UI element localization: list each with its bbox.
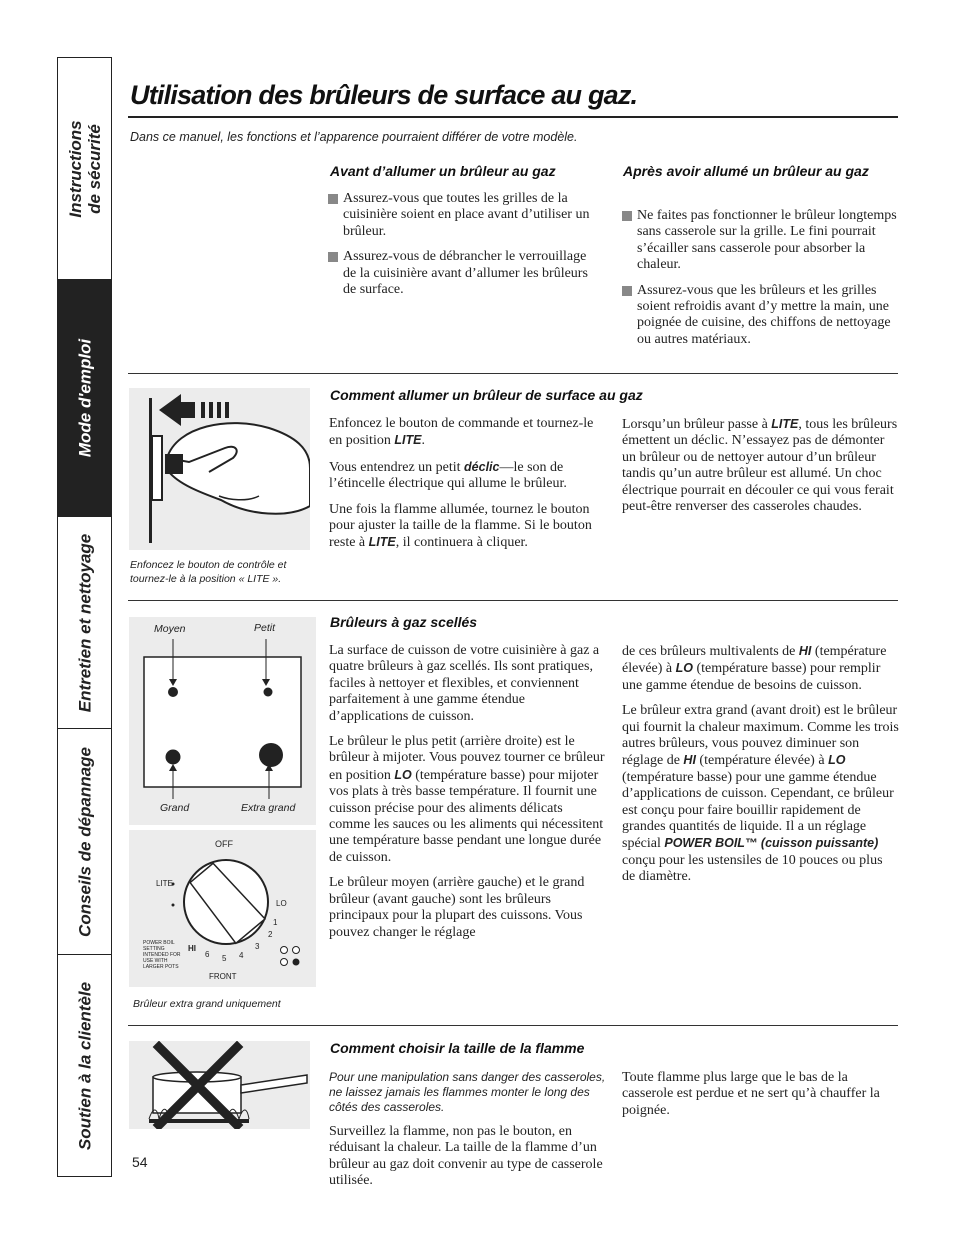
section-divider bbox=[128, 373, 898, 374]
paragraph: Surveillez la flamme, non pas le bouton, en réduisant la chaleur. La taille de la flamme d’un brûleur au gaz doit convenir au type de casserole utilisée. bbox=[329, 1124, 603, 1189]
knob-diagram bbox=[129, 830, 316, 987]
crossed-pot-icon bbox=[129, 1041, 310, 1129]
before-list bbox=[328, 191, 598, 307]
hand-knob-icon bbox=[129, 388, 310, 550]
knob-caption: Brûleur extra grand uniquement bbox=[133, 998, 281, 1010]
flame-col-left bbox=[329, 1070, 606, 1199]
label-petit: Petit bbox=[254, 622, 276, 634]
list-item: Assurez-vous que les brûleurs et les grilles soient refroidis avant d’y mettre la main, une poignée de cuisine, des chiffons de nettoyage ou autres matériaux. bbox=[622, 283, 897, 349]
bullet-square-icon bbox=[328, 194, 338, 204]
tab-label: Mode d'emploi bbox=[75, 338, 94, 458]
paragraph: Vous entendrez un petit déclic—le son de l’étincelle électrique qui allume le brûleur. bbox=[329, 459, 567, 492]
light-heading: Comment allumer un brûleur de surface au gaz bbox=[330, 387, 643, 403]
after-list bbox=[622, 208, 897, 357]
flame-col-right bbox=[622, 1070, 899, 1128]
intro-text: Dans ce manuel, les fonctions et l’apparence pourraient différer de votre modèle. bbox=[130, 130, 578, 144]
cooktop-diagram bbox=[129, 617, 316, 825]
paragraph: Le brûleur le plus petit (arrière droite) est le brûleur à mijoter. Vous pouvez tourner ce brûleur en position LO (température basse) pour mijoter vos plats à très basse température. Il fournit une cuisson précise pour des aliments délicats comme les sauces ou les aliments qui nécessitent une température basse pendant une longue durée de cuisson. bbox=[329, 734, 605, 865]
knob-num-4: 4 bbox=[239, 951, 244, 960]
section-divider bbox=[128, 1025, 898, 1026]
list-item: Assurez-vous que toutes les grilles de la cuisinière soient en place avant d’utiliser un brûleur. bbox=[328, 191, 598, 240]
paragraph: de ces brûleurs multivalents de HI (température élevée) à LO (température basse) pour remplir une gamme étendue de besoins de cuisson. bbox=[622, 644, 887, 693]
paragraph: Lorsqu’un brûleur passe à LITE, tous les brûleurs émettent un déclic. N’essayez pas de démonter un brûleur ou de nettoyer autour d’un brûleur tandis qu’un autre brûleur est allumé. Un choc électrique pourrait en découler ce qui vous ferait peut-être renverser des casseroles chaudes. bbox=[622, 417, 898, 515]
paragraph: Le brûleur moyen (arrière gauche) et le grand brûleur (avant gauche) sont les brûleurs principaux pour la plupart des cuissons. Vous pouvez changer le réglage bbox=[329, 875, 585, 940]
knob-power-note: POWER BOIL SETTING INTENDED FOR USE WITH LARGER POTS bbox=[143, 940, 181, 970]
knob-front-label: FRONT bbox=[209, 972, 237, 981]
knob-off-label: OFF bbox=[215, 839, 233, 849]
title-divider bbox=[128, 116, 898, 118]
list-item: Ne faites pas fonctionner le brûleur longtemps sans casserole sur la grille. Le fini pourrait s’écailler sans casserole pour absorber la chaleur. bbox=[622, 208, 897, 274]
flame-warning-illustration bbox=[129, 1041, 310, 1129]
knob-num-5: 5 bbox=[222, 954, 227, 963]
section-sidebar bbox=[57, 57, 112, 1177]
before-heading: Avant d’allumer un brûleur au gaz bbox=[330, 163, 556, 179]
knob-push-illustration bbox=[129, 388, 310, 550]
tab-label: Soutien à la clientèle bbox=[75, 981, 94, 1150]
tab-entretien-nettoyage[interactable] bbox=[58, 517, 111, 729]
paragraph: La surface de cuisson de votre cuisinière à gaz a quatre brûleurs à gaz scellés. Ils sont pratiques, faciles à nettoyer et flexibles, et conviennent parfaitement à une gamme étendue d’applications de cuisson. bbox=[329, 643, 600, 724]
knob-num-3: 3 bbox=[255, 942, 260, 951]
sealed-heading: Brûleurs à gaz scellés bbox=[330, 614, 478, 630]
paragraph: Toute flamme plus large que le bas de la casserole est perdue et ne sert qu’à chauffer la poignée. bbox=[622, 1070, 880, 1118]
paragraph: Le brûleur extra grand (avant droit) est le brûleur qui fournit la chaleur maximum. Comme les trois autres brûleurs, vous pouvez diminuer son réglage de HI (température élevée) à LO (température basse) pour une gamme étendue d’applications de cuisson. Cependant, ce brûleur est conçu pour faire bouillir rapidement de grandes quantités de liquide. Il a un réglage spécial POWER BOIL™ (cuisson puissante) conçu pour les ustensiles de 10 pouces ou plus de diamètre. bbox=[622, 703, 899, 885]
bullet-square-icon bbox=[622, 286, 632, 296]
knob-num-1: 1 bbox=[273, 918, 278, 927]
tab-conseils-depannage[interactable] bbox=[58, 729, 111, 955]
knob-num-6: 6 bbox=[205, 950, 210, 959]
sealed-col-right bbox=[622, 643, 899, 895]
bullet-square-icon bbox=[622, 211, 632, 221]
paragraph: Enfoncez le bouton de commande et tournez-le en position LITE. bbox=[329, 416, 594, 449]
light-caption: Enfoncez le bouton de contrôle et tournez-le à la position « LITE ». bbox=[130, 559, 287, 585]
knob-hi-label: HI bbox=[188, 944, 196, 953]
label-grand: Grand bbox=[160, 802, 190, 814]
list-item: Assurez-vous de débrancher le verrouillage de la cuisinière avant d’allumer les brûleurs de surface. bbox=[328, 249, 598, 298]
tab-instructions-securite[interactable] bbox=[58, 58, 111, 280]
after-heading: Après avoir allumé un brûleur au gaz bbox=[623, 163, 869, 179]
knob-lo-label: LO bbox=[276, 899, 287, 908]
light-col-left bbox=[329, 416, 606, 561]
page-title: Utilisation des brûleurs de surface au gaz. bbox=[130, 80, 638, 110]
sealed-col-left bbox=[329, 643, 606, 950]
tab-label: Conseils de dépannage bbox=[75, 746, 94, 937]
section-divider bbox=[128, 600, 898, 601]
safety-note: Pour une manipulation sans danger des casseroles, ne laissez jamais les flammes monter le long des côtés des casseroles. bbox=[329, 1070, 606, 1114]
flame-heading: Comment choisir la taille de la flamme bbox=[330, 1040, 585, 1056]
light-col-right bbox=[622, 416, 899, 524]
cooktop-burners-icon bbox=[129, 617, 316, 825]
tab-label: Instructions de sécurité bbox=[65, 119, 104, 218]
tab-mode-emploi[interactable] bbox=[58, 280, 111, 517]
label-extra-grand: Extra grand bbox=[241, 802, 296, 814]
tab-soutien-clientele[interactable] bbox=[58, 955, 111, 1176]
page-number: 54 bbox=[132, 1154, 148, 1170]
knob-lite-label: LITE bbox=[156, 879, 173, 888]
knob-num-2: 2 bbox=[268, 930, 273, 939]
tab-label: Entretien et nettoyage bbox=[75, 533, 94, 712]
label-moyen: Moyen bbox=[154, 623, 186, 635]
paragraph: Une fois la flamme allumée, tournez le bouton pour ajuster la taille de la flamme. Si le bouton reste à LITE, il continuera à cliquer. bbox=[329, 501, 592, 551]
bullet-square-icon bbox=[328, 252, 338, 262]
